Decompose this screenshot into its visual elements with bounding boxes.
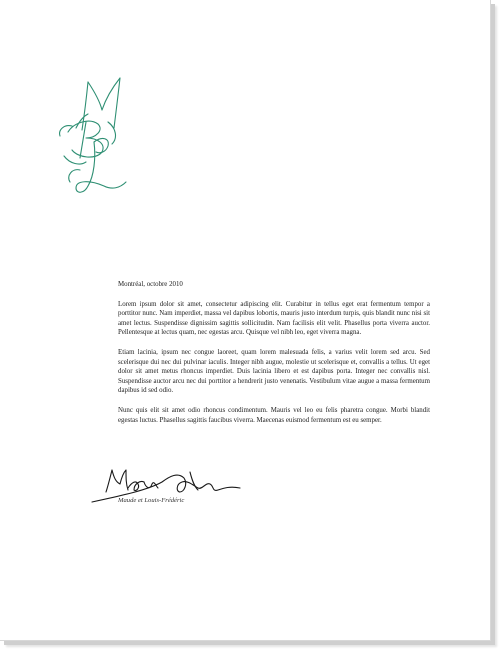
monogram-logo xyxy=(50,72,140,202)
paragraph-1: Lorem ipsum dolor sit amet, consectetur adipiscing elit. Curabitur in tellus eget erat fermentum tempor a porttitor nunc. Nam imperdiet, massa vel dapibus lobortis, mauris justo interdum turpis, quis blandit nunc nisi sit amet lectus. Suspendisse dignissim sagittis sollicitudin. Nam facilisis elit velit. Phasellus porta viverra auctor. Pellentesque at lectus quam, nec egestas arcu. Quisque vel nibh leo, eget viverra magna. xyxy=(118,300,430,337)
paragraph-2: Etiam lacinia, ipsum nec congue laoreet, quam lorem malesuada felis, a varius velit lorem sed arcu. Sed scelerisque dui nec dui pulvinar iaculis. Integer nibh augue, molestie ut scelerisque et, convallis a tellus. Ut eget dolor sit amet metus rhoncus imperdiet. Duis lacinia libero et est dapibus porta. Integer nec convallis nisl. Suspendisse auctor arcu nec dui porttitor a hendrerit justo venenatis. Vestibulum vitae augue a massa fermentum dapibus id sed odio. xyxy=(118,348,430,395)
signature-name: Maude et Louis-Frédéric xyxy=(118,497,185,504)
date-line: Montréal, octobre 2010 xyxy=(118,281,183,288)
letter-body xyxy=(118,280,430,435)
paragraph-3: Nunc quis elit sit amet odio rhoncus condimentum. Mauris vel leo eu felis pharetra congue. Morbi blandit egestas luctus. Phasellus sagittis faucibus viverra. Maecenas euismod fermentum est eu semper. xyxy=(118,406,430,424)
